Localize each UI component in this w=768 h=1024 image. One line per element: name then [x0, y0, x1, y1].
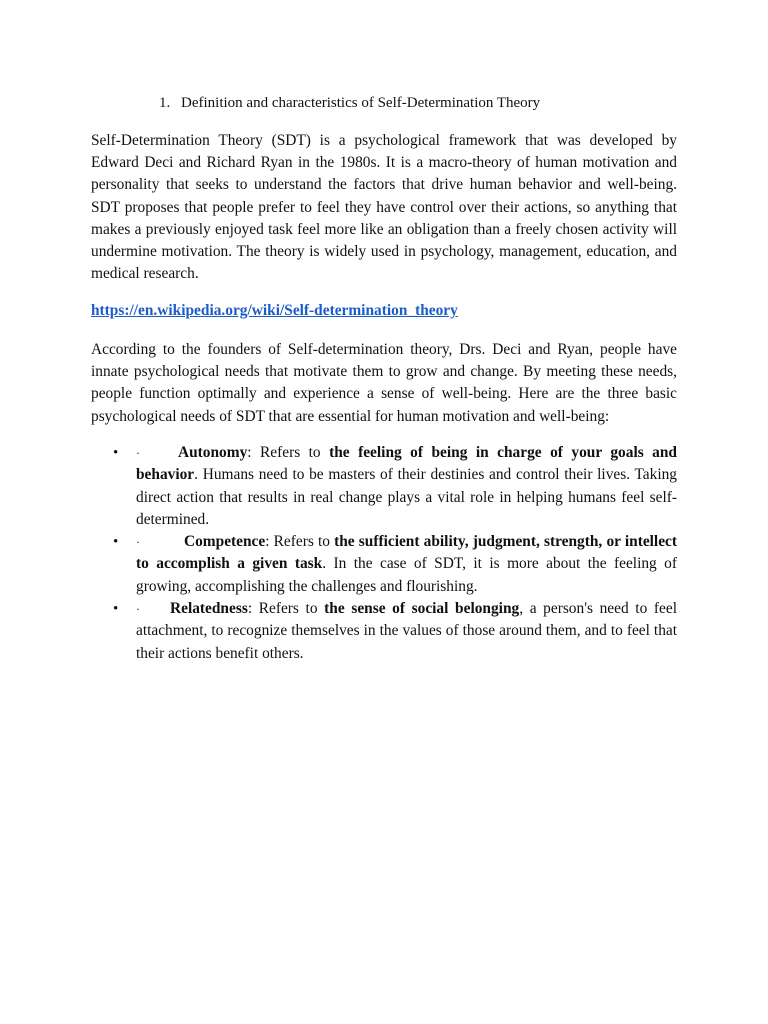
emphasis-text: the feeling of being in charge of your goals and behavior: [136, 444, 677, 484]
list-item-competence: [91, 531, 677, 598]
emphasis-text: the sufficient ability, judgment, strength, or intellect to accomplish a given task: [136, 533, 677, 573]
rest-text: . In the case of SDT, it is more about the feeling of growing, accomplishing the challenges and flourishing.: [136, 555, 677, 595]
heading-number: 1.: [159, 95, 171, 111]
needs-list: [91, 442, 677, 665]
lead-text: : Refers to: [247, 444, 330, 461]
bullet-icon: •: [113, 534, 119, 551]
rest-text: . Humans need to be masters of their destinies and control their lives. Taking direct action that results in real change plays a vital role in helping humans feel self-determined.: [136, 466, 677, 528]
emphasis-text: the sense of social belonging: [324, 600, 520, 618]
bullet-icon: •: [113, 601, 119, 618]
link-paragraph: [91, 300, 677, 322]
lead-text: : Refers to: [247, 600, 325, 618]
term-autonomy: Autonomy: [178, 444, 248, 461]
section-heading: [159, 93, 540, 113]
term-competence: Competence: [184, 533, 266, 551]
lead-text: : Refers to: [265, 533, 335, 551]
bullet-icon: •: [113, 445, 119, 461]
wikipedia-link[interactable]: https://en.wikipedia.org/wiki/Self-determination_theory: [91, 302, 458, 319]
list-item-autonomy: [91, 442, 677, 531]
list-item-relatedness: [91, 598, 677, 665]
heading-text: Definition and characteristics of Self-Determination Theory: [181, 95, 541, 111]
rest-text: , a person's need to feel attachment, to recognize themselves in the values of those around them, and to feel that their actions benefit others.: [136, 600, 677, 662]
middle-dot: ·: [136, 602, 140, 617]
middle-dot: ·: [136, 446, 140, 460]
term-relatedness: Relatedness: [170, 600, 248, 618]
middle-dot: ·: [136, 535, 140, 550]
needs-paragraph: According to the founders of Self-determination theory, Drs. Deci and Ryan, people have innate psychological needs that motivate them to grow and change. By meeting these needs, people function optimally and experience a sense of well-being. Here are the three basic psychological needs of SDT that are essential for human motivation and well-being:: [91, 341, 677, 425]
intro-paragraph: Self-Determination Theory (SDT) is a psychological framework that was developed by Edward Deci and Richard Ryan in the 1980s. It is a macro-theory of human motivation and personality that seeks to understand the factors that drive human behavior and well-being. SDT proposes that people prefer to feel they have control over their actions, so anything that makes a previously enjoyed task feel more like an obligation than a freely chosen activity will undermine motivation. The theory is widely used in psychology, management, education, and medical research.: [91, 132, 677, 283]
